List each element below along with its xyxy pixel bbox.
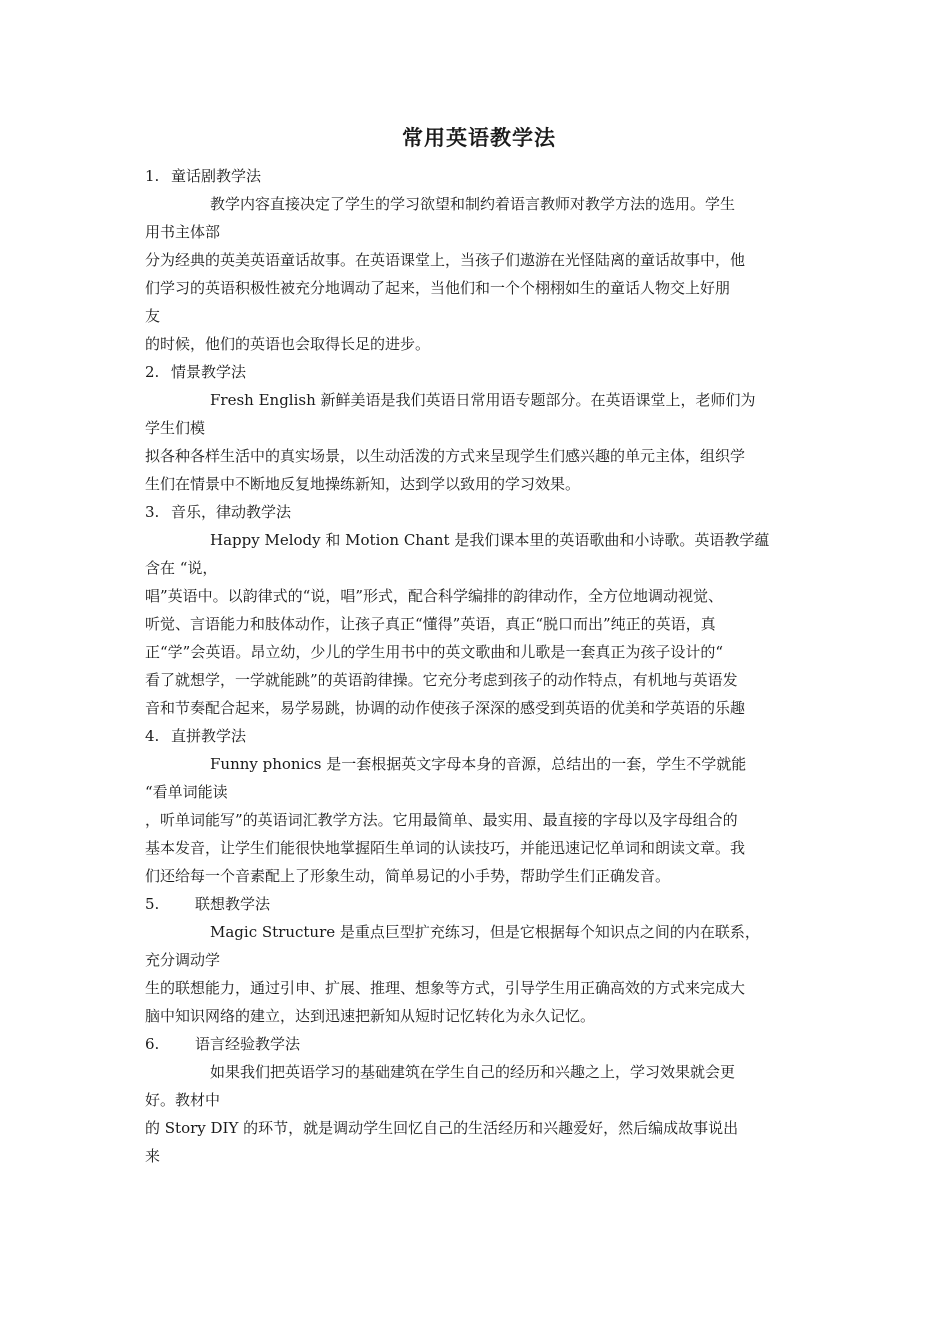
- paragraph-line: 的 Story DIY 的环节，就是调动学生回忆自己的生活经历和兴趣爱好，然后编成故事说出: [145, 1119, 739, 1137]
- paragraph-line: 唱”英语中。以韵律式的“说，唱”形式，配合科学编排的韵律动作，全方位地调动视觉、: [145, 587, 724, 605]
- section-title: 童话剧教学法: [171, 167, 262, 185]
- document-page: [145, 122, 813, 1170]
- paragraph-line: 学生们模: [145, 419, 206, 437]
- paragraph-line: 如果我们把英语学习的基础建筑在学生自己的经历和兴趣之上，学习效果就会更: [210, 1063, 736, 1081]
- paragraph-line: 生们在情景中不断地反复地操练新知，达到学以致用的学习效果。: [145, 475, 581, 493]
- paragraph-line: 脑中知识网络的建立，达到迅速把新知从短时记忆转化为永久记忆。: [145, 1007, 596, 1025]
- paragraph-line: 生的联想能力，通过引申、扩展、推理、想象等方式，引导学生用正确高效的方式来完成大: [145, 979, 746, 997]
- section-title: 直拼教学法: [171, 727, 247, 745]
- section-number: 3.: [145, 503, 160, 521]
- section-number: 5.: [145, 895, 160, 913]
- paragraph-line: 基本发音，让学生们能很快地掌握陌生单词的认读技巧，并能迅速记忆单词和朗读文章。我: [145, 839, 746, 857]
- section-number: 2.: [145, 363, 160, 381]
- paragraph-line: 友: [145, 307, 161, 325]
- paragraph-line: 含在 “说，: [145, 559, 218, 577]
- section-1: [145, 162, 813, 358]
- paragraph-line: 音和节奏配合起来，易学易跳，协调的动作使孩子深深的感受到英语的优美和学英语的乐趣: [145, 699, 746, 717]
- section-number: 4.: [145, 727, 160, 745]
- paragraph-line: 好。教材中: [145, 1091, 221, 1109]
- paragraph-line: ，听单词能写”的英语词汇教学方法。它用最简单、最实用、最直接的字母以及字母组合的: [145, 811, 738, 829]
- section-4: [145, 722, 813, 890]
- paragraph-line: 充分调动学: [145, 951, 221, 969]
- paragraph-line: Funny phonics 是一套根据英文字母本身的音源，总结出的一套，学生不学就能: [210, 755, 747, 773]
- paragraph-line: Happy Melody 和 Motion Chant 是我们课本里的英语歌曲和小诗歌。英语教学蕴: [210, 531, 770, 549]
- section-heading: [145, 162, 813, 190]
- paragraph-line: 教学内容直接决定了学生的学习欲望和制约着语言教师对教学方法的选用。学生: [210, 195, 736, 213]
- section-5: [145, 890, 813, 1030]
- paragraph-line: 们还给每一个音素配上了形象生动，简单易记的小手势，帮助学生们正确发音。: [145, 867, 671, 885]
- section-3: [145, 498, 813, 722]
- section-6: [145, 1030, 813, 1170]
- paragraph-line: 听觉、言语能力和肢体动作，让孩子真正“懂得”英语，真正“脱口而出”纯正的英语，真: [145, 615, 716, 633]
- section-title: 音乐，律动教学法: [171, 503, 292, 521]
- paragraph-line: 的时候，他们的英语也会取得长足的进步。: [145, 335, 431, 353]
- section-title: 情景教学法: [171, 363, 247, 381]
- paragraph-line: 用书主体部: [145, 223, 221, 241]
- section-number: 6.: [145, 1035, 160, 1053]
- section-heading: [145, 1030, 813, 1058]
- section-number: 1.: [145, 167, 160, 185]
- section-2: [145, 358, 813, 498]
- paragraph-line: 正“学”会英语。昂立幼，少儿的学生用书中的英文歌曲和儿歌是一套真正为孩子设计的“: [145, 643, 724, 661]
- paragraph-line: 来: [145, 1147, 161, 1165]
- paragraph-line: “看单词能读: [145, 783, 228, 801]
- section-heading: [145, 722, 813, 750]
- paragraph-line: 拟各种各样生活中的真实场景，以生动活泼的方式来呈现学生们感兴趣的单元主体，组织学: [145, 447, 746, 465]
- section-title: 语言经验教学法: [195, 1035, 301, 1053]
- paragraph-line: Magic Structure 是重点巨型扩充练习，但是它根据每个知识点之间的内在联系，: [210, 923, 760, 941]
- document-title: 常用英语教学法: [402, 125, 556, 150]
- section-heading: [145, 498, 813, 526]
- paragraph-line: Fresh English 新鲜美语是我们英语日常用语专题部分。在英语课堂上，老师们为: [210, 391, 756, 409]
- paragraph-line: 看了就想学，一学就能跳”的英语韵律操。它充分考虑到孩子的动作特点，有机地与英语发: [145, 671, 738, 689]
- section-heading: [145, 890, 813, 918]
- paragraph-line: 们学习的英语积极性被充分地调动了起来，当他们和一个个栩栩如生的童话人物交上好朋: [145, 279, 731, 297]
- section-heading: [145, 358, 813, 386]
- paragraph-line: 分为经典的英美英语童话故事。在英语课堂上，当孩子们遨游在光怪陆离的童话故事中，他: [145, 251, 746, 269]
- section-title: 联想教学法: [195, 895, 271, 913]
